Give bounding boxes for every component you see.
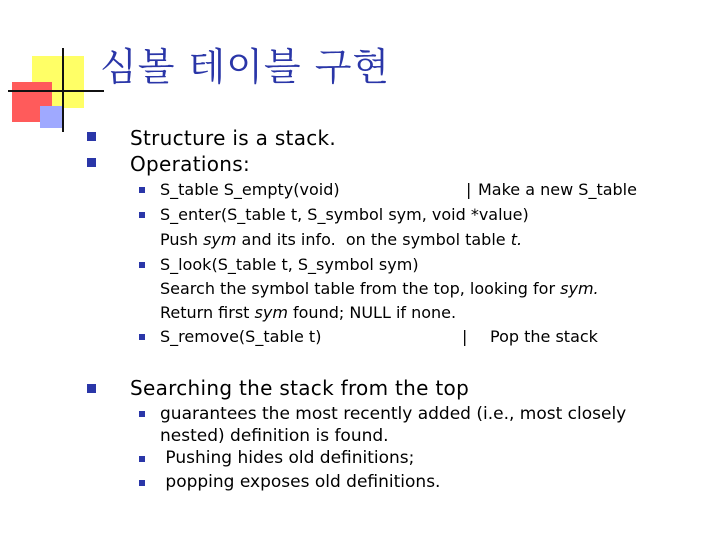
bullet-square-icon: [87, 158, 96, 167]
search-point-1-line-2: nested) definition is found.: [160, 426, 389, 446]
bullet-square-icon: [139, 334, 145, 340]
structure-text: Structure is a stack.: [130, 126, 337, 150]
bullet-square-icon: [139, 411, 145, 417]
decor-blue-square: [40, 106, 64, 128]
text-run-italic: t.: [510, 230, 523, 249]
text-run-italic: sym: [203, 230, 237, 249]
text-run: Return first: [160, 303, 255, 322]
bullet-square-icon: [139, 212, 145, 218]
text-run: Push: [160, 230, 204, 249]
bullet-square-icon: [139, 187, 145, 193]
bullet-square-icon: [87, 384, 96, 393]
op-empty-signature: S_table S_empty(void): [160, 180, 340, 199]
op-look-signature: S_look(S_table t, S_symbol sym): [160, 255, 419, 274]
op-remove-description: Pop the stack: [490, 327, 598, 346]
bullet-square-icon: [139, 262, 145, 268]
op-look-description-2: [160, 302, 456, 324]
text-run-italic: sym: [254, 303, 288, 322]
text-run: Search the symbol table from the top, looking for: [160, 279, 561, 298]
op-remove-separator: |: [462, 327, 468, 346]
searching-text: Searching the stack from the top: [130, 376, 470, 400]
search-point-1-line-1: guarantees the most recently added (i.e., most closely: [160, 404, 627, 424]
decor-horizontal-line: [8, 90, 104, 92]
op-enter-description: [160, 229, 522, 251]
bullet-square-icon: [87, 132, 96, 141]
bullet-square-icon: [139, 480, 145, 486]
search-point-3: popping exposes old definitions.: [160, 472, 441, 492]
bullet-square-icon: [139, 456, 145, 462]
op-enter-signature: S_enter(S_table t, S_symbol sym, void *value): [160, 205, 529, 224]
op-empty-separator: |: [466, 180, 472, 199]
slide-title: 심볼 테이블 구현: [100, 45, 391, 89]
text-run-italic: sym.: [560, 279, 599, 298]
op-empty-description: Make a new S_table: [478, 180, 637, 199]
text-run: and its info. on the symbol table: [236, 230, 511, 249]
text-run: found; NULL if none.: [287, 303, 457, 322]
operations-text: Operations:: [130, 152, 250, 176]
search-point-2: Pushing hides old definitions;: [160, 448, 415, 468]
op-look-description-1: [160, 278, 599, 300]
op-remove-signature: S_remove(S_table t): [160, 327, 322, 346]
